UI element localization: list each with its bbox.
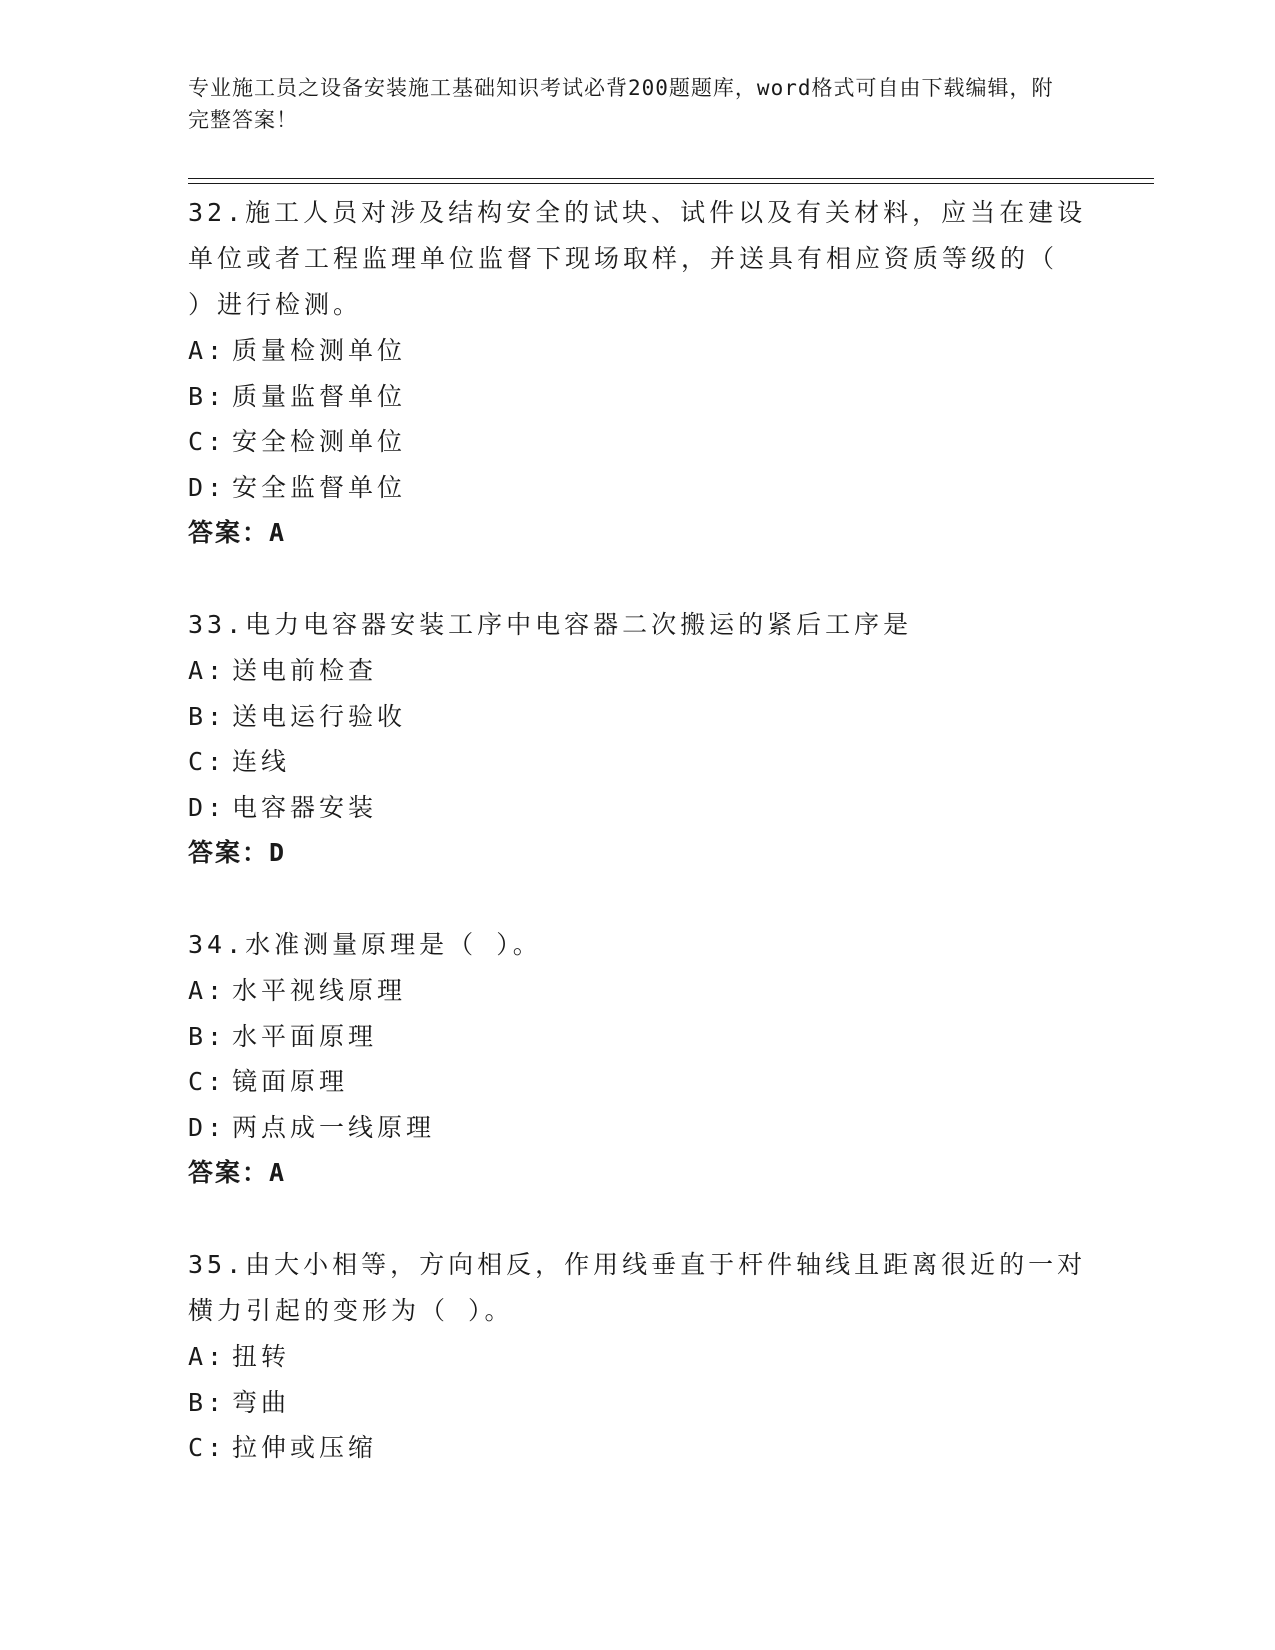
option-text: 扭转 [232, 1342, 291, 1371]
question-list [188, 190, 1088, 1517]
option-text: 连线 [232, 747, 291, 776]
option-b [188, 694, 1088, 740]
option-d [188, 1105, 1088, 1151]
option-key: A: [188, 656, 227, 685]
option-key: D: [188, 1112, 227, 1142]
answer-value: D [269, 838, 287, 867]
answer-label: 答案： [188, 1158, 270, 1187]
document-header: 专业施工员之设备安装施工基础知识考试必背200题题库，word格式可自由下载编辑，附完整答案！ [188, 76, 1054, 132]
option-key: D: [188, 792, 227, 822]
option-key: C: [188, 427, 227, 456]
option-c [188, 1425, 1088, 1471]
option-d [188, 465, 1088, 511]
answer-value: A [269, 518, 287, 547]
option-key: B: [188, 701, 227, 731]
option-text: 安全监督单位 [232, 472, 407, 502]
header-divider-bottom [188, 183, 1154, 184]
option-b [188, 374, 1088, 420]
option-a [188, 328, 1088, 374]
option-d [188, 785, 1088, 831]
option-text: 质量检测单位 [232, 336, 407, 365]
header-divider-top [188, 178, 1154, 179]
option-text: 送电前检查 [232, 656, 378, 685]
option-text: 水平面原理 [232, 1021, 378, 1051]
option-text: 安全检测单位 [232, 427, 407, 456]
option-key: A: [188, 1342, 227, 1371]
option-key: C: [188, 1067, 227, 1096]
question-34 [188, 922, 1088, 1196]
option-a [188, 648, 1088, 694]
option-text: 水平视线原理 [232, 976, 407, 1005]
answer-line [188, 830, 1088, 876]
question-32 [188, 190, 1088, 556]
question-33 [188, 602, 1088, 876]
question-stem: 35.由大小相等，方向相反，作用线垂直于杆件轴线且距离很近的一对横力引起的变形为（ ）。 [188, 1250, 1087, 1325]
question-stem: 34.水准测量原理是（ ）。 [188, 930, 542, 959]
answer-label: 答案： [188, 838, 270, 867]
answer-line [188, 1150, 1088, 1196]
option-text: 镜面原理 [232, 1067, 349, 1096]
option-key: C: [188, 1433, 227, 1462]
answer-line [188, 510, 1088, 556]
answer-value: A [269, 1158, 287, 1187]
option-key: B: [188, 1021, 227, 1051]
option-a [188, 968, 1088, 1014]
option-a [188, 1334, 1088, 1380]
option-key: A: [188, 976, 227, 1005]
option-text: 电容器安装 [232, 792, 378, 822]
question-stem: 32.施工人员对涉及结构安全的试块、试件以及有关材料，应当在建设单位或者工程监理单位监督下现场取样，并送具有相应资质等级的（ ）进行检测。 [188, 198, 1087, 319]
option-c [188, 419, 1088, 465]
option-text: 送电运行验收 [232, 701, 407, 731]
option-c [188, 1059, 1088, 1105]
option-key: D: [188, 472, 227, 502]
answer-label: 答案： [188, 518, 270, 547]
question-35 [188, 1242, 1088, 1471]
option-b [188, 1014, 1088, 1060]
option-text: 质量监督单位 [232, 381, 407, 411]
option-key: B: [188, 381, 227, 411]
option-text: 拉伸或压缩 [232, 1433, 378, 1462]
option-key: C: [188, 747, 227, 776]
option-key: A: [188, 336, 227, 365]
question-stem: 33.电力电容器安装工序中电容器二次搬运的紧后工序是 [188, 610, 913, 639]
option-b [188, 1380, 1088, 1426]
option-key: B: [188, 1387, 227, 1417]
option-text: 弯曲 [232, 1387, 291, 1417]
option-text: 两点成一线原理 [232, 1112, 436, 1142]
option-c [188, 739, 1088, 785]
